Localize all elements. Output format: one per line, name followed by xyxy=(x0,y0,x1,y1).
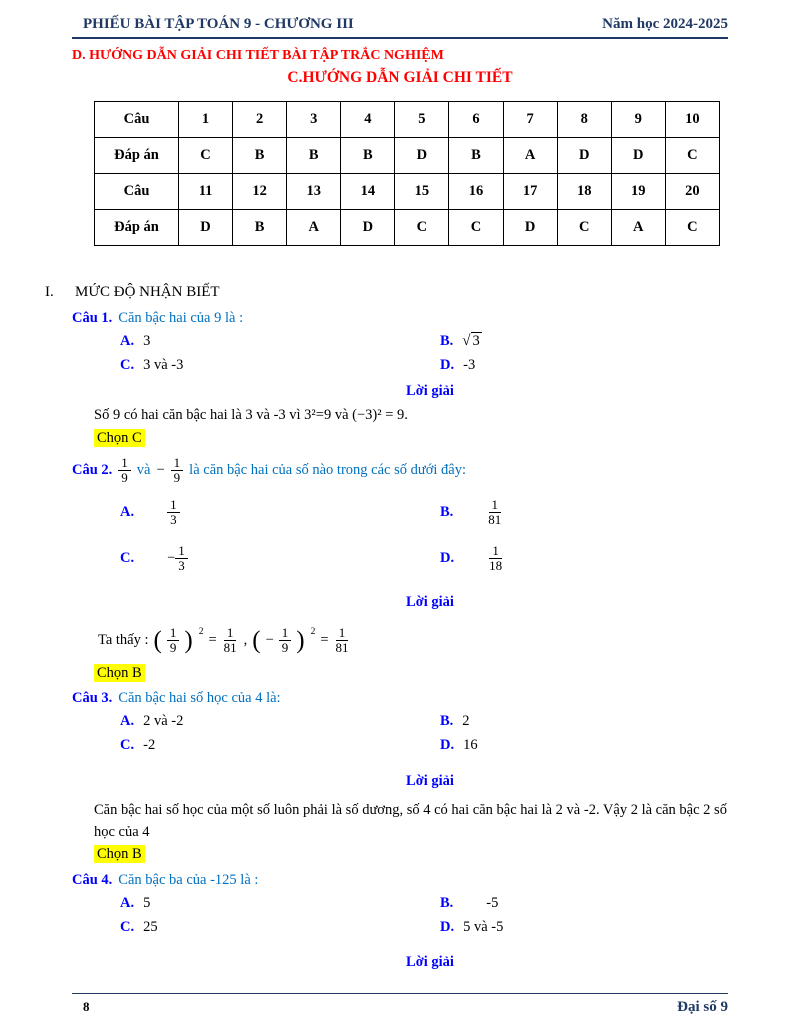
question-3-label: Câu 3. xyxy=(72,690,113,707)
table-cell: 4 xyxy=(341,102,395,138)
table-cell: 18 xyxy=(557,174,611,210)
option-d xyxy=(440,735,728,757)
fraction xyxy=(222,626,239,656)
fraction-denominator: 9 xyxy=(169,640,177,656)
question-1 xyxy=(72,301,728,447)
fraction-denominator: 3 xyxy=(178,558,185,574)
table-cell: D xyxy=(395,138,449,174)
close-paren: ) xyxy=(184,627,193,655)
option-b xyxy=(440,330,728,352)
solution-heading: Lời giải xyxy=(406,593,454,610)
option-c-value: -2 xyxy=(143,737,156,754)
question-3-text: Căn bậc hai số học của 4 là: xyxy=(118,690,281,707)
question-1-text: Căn bậc hai của 9 là : xyxy=(118,309,244,326)
fraction-denominator: 9 xyxy=(281,640,289,656)
question-3-header xyxy=(72,689,728,709)
table-cell: D xyxy=(179,210,233,246)
option-b xyxy=(440,892,728,914)
question-4-text: Căn bậc ba của -125 là : xyxy=(118,871,259,888)
question-2-options xyxy=(120,494,728,578)
equals-sign: = xyxy=(208,632,217,649)
option-d-label: D. xyxy=(440,356,455,373)
option-d-value: -3 xyxy=(463,356,476,373)
fraction-denominator: 81 xyxy=(223,640,237,656)
equals-sign: = xyxy=(320,632,329,649)
fraction-numerator: 1 xyxy=(224,626,237,642)
table-cell: D xyxy=(557,138,611,174)
table-cell: B xyxy=(287,138,341,174)
fraction-numerator: 1 xyxy=(175,544,188,560)
fraction-numerator: 1 xyxy=(336,626,349,642)
table-cell: D xyxy=(611,138,665,174)
table-row-answers-11-20 xyxy=(95,210,720,246)
fraction-denominator: 9 xyxy=(121,470,128,486)
option-a-value: 3 xyxy=(143,332,151,349)
separator-comma: , xyxy=(243,632,248,649)
question-2-chosen-answer xyxy=(94,665,728,682)
fraction xyxy=(334,626,351,656)
heading-detailed-solutions: C.HƯỚNG DẪN GIẢI CHI TIẾT xyxy=(287,69,513,86)
table-cell: 3 xyxy=(287,102,341,138)
open-paren: ( xyxy=(153,627,162,655)
fraction-denominator: 3 xyxy=(170,512,177,528)
option-b-label: B. xyxy=(440,332,454,349)
fraction xyxy=(175,544,188,574)
option-a xyxy=(120,892,440,914)
solution-heading: Lời giải xyxy=(406,383,454,399)
option-d xyxy=(440,540,728,578)
question-2-header xyxy=(72,454,728,488)
table-cell: 1 xyxy=(179,102,233,138)
minus-sign: − xyxy=(167,550,176,567)
row-label-cell: Câu xyxy=(95,174,179,210)
table-row-questions-11-20 xyxy=(95,174,720,210)
row-label-cell: Đáp án xyxy=(95,210,179,246)
question-2 xyxy=(72,447,728,682)
minus-sign: − xyxy=(265,632,274,649)
section-numeral: I. xyxy=(45,284,54,300)
footer-document-title: Đại số 9 xyxy=(677,999,728,1015)
option-b-value: 2 xyxy=(462,713,470,730)
fraction-numerator: 1 xyxy=(118,456,131,472)
option-b-value: -5 xyxy=(486,894,499,911)
table-cell: 12 xyxy=(233,174,287,210)
question-4-label: Câu 4. xyxy=(72,871,113,888)
question-1-header xyxy=(72,308,728,328)
option-b-label: B. xyxy=(440,894,454,911)
fraction-numerator: 1 xyxy=(167,626,180,642)
option-a-value: 5 xyxy=(143,894,151,911)
heading-answer-guide: D. HƯỚNG DẪN GIẢI CHI TIẾT BÀI TẬP TRẮC NGHIỆM xyxy=(72,48,444,63)
fraction xyxy=(486,498,503,528)
page-footer xyxy=(72,993,728,1016)
table-cell: B xyxy=(449,138,503,174)
fraction-numerator: 1 xyxy=(489,544,502,560)
option-a-value: 2 và -2 xyxy=(143,713,184,730)
table-cell: C xyxy=(665,210,719,246)
option-c xyxy=(120,540,440,578)
chosen-answer-highlight: Chọn B xyxy=(94,664,145,682)
chosen-answer-highlight: Chọn C xyxy=(94,429,145,447)
section-title: MỨC ĐỘ NHẬN BIẾT xyxy=(75,284,220,300)
option-a-label: A. xyxy=(120,332,135,349)
answer-key-table xyxy=(94,101,720,246)
radical-sign: √ xyxy=(462,332,471,349)
minus-sign: − xyxy=(156,462,165,479)
question-4 xyxy=(72,863,728,981)
option-d-label: D. xyxy=(440,737,455,754)
table-cell: 11 xyxy=(179,174,233,210)
question-3-solution: Căn bậc hai số học của một số luôn phải là số dương, số 4 có hai căn bậc hai là 2 và -2. Vậy 2 là căn bậc 2 số học của 4 xyxy=(94,801,727,840)
question-4-header xyxy=(72,870,728,890)
question-3 xyxy=(72,682,728,864)
question-4-options xyxy=(120,892,728,938)
header-title: PHIẾU BÀI TẬP TOÁN 9 - CHƯƠNG III xyxy=(83,16,354,32)
fraction xyxy=(279,626,292,656)
question-1-options xyxy=(120,330,728,376)
radicand: 3 xyxy=(472,332,480,349)
table-cell: 14 xyxy=(341,174,395,210)
option-b-label: B. xyxy=(440,504,454,521)
solution-heading: Lời giải xyxy=(406,772,454,789)
question-3-chosen-answer xyxy=(94,846,728,863)
option-a-label: A. xyxy=(120,504,135,521)
option-c-label: C. xyxy=(120,550,135,567)
row-label-cell: Đáp án xyxy=(95,138,179,174)
table-cell: A xyxy=(287,210,341,246)
table-cell: A xyxy=(503,138,557,174)
table-cell: C xyxy=(557,210,611,246)
page-number: 8 xyxy=(83,999,90,1014)
question-2-solution xyxy=(98,626,728,656)
fraction-numerator: 1 xyxy=(489,498,502,514)
solution-intro: Ta thấy : xyxy=(98,632,149,649)
solution-heading: Lời giải xyxy=(406,954,454,971)
table-cell: 2 xyxy=(233,102,287,138)
exponent: 2 xyxy=(310,626,316,637)
fraction xyxy=(167,498,180,528)
fraction-numerator: 1 xyxy=(279,626,292,642)
exponent: 2 xyxy=(198,626,204,637)
close-paren: ) xyxy=(296,627,305,655)
option-b-label: B. xyxy=(440,713,454,730)
chosen-answer-highlight: Chọn B xyxy=(94,845,145,863)
question-1-solution: Số 9 có hai căn bậc hai là 3 và -3 vì 3²=9 và (−3)² = 9. xyxy=(94,407,408,423)
fraction-denominator: 18 xyxy=(489,558,503,574)
table-cell: 9 xyxy=(611,102,665,138)
fraction xyxy=(171,456,184,486)
page-header xyxy=(72,16,728,39)
table-cell: 7 xyxy=(503,102,557,138)
table-cell: B xyxy=(341,138,395,174)
fraction-numerator: 1 xyxy=(167,498,180,514)
table-cell: A xyxy=(611,210,665,246)
option-c-value: 3 và -3 xyxy=(143,356,184,373)
option-a xyxy=(120,330,440,352)
table-cell: 19 xyxy=(611,174,665,210)
option-d xyxy=(440,354,728,376)
table-cell: 8 xyxy=(557,102,611,138)
option-a xyxy=(120,494,440,532)
table-cell: B xyxy=(233,138,287,174)
option-c xyxy=(120,916,440,938)
option-b-value xyxy=(462,333,481,350)
table-cell: C xyxy=(179,138,233,174)
question-2-text-mid: và xyxy=(136,462,151,479)
question-1-chosen-answer xyxy=(94,430,728,447)
table-cell: 20 xyxy=(665,174,719,210)
option-b xyxy=(440,494,728,532)
open-paren: ( xyxy=(252,627,261,655)
option-c-label: C. xyxy=(120,737,135,754)
option-d-label: D. xyxy=(440,918,455,935)
option-a xyxy=(120,711,440,733)
fraction-denominator: 81 xyxy=(488,512,502,528)
table-cell: B xyxy=(233,210,287,246)
option-c xyxy=(120,735,440,757)
table-cell: D xyxy=(341,210,395,246)
option-c-label: C. xyxy=(120,356,135,373)
table-cell: D xyxy=(503,210,557,246)
table-cell: 10 xyxy=(665,102,719,138)
option-d xyxy=(440,916,728,938)
question-1-label: Câu 1. xyxy=(72,309,113,326)
row-label-cell: Câu xyxy=(95,102,179,138)
table-cell: 13 xyxy=(287,174,341,210)
fraction xyxy=(167,626,180,656)
fraction xyxy=(487,544,504,574)
table-cell: C xyxy=(449,210,503,246)
option-d-value: 16 xyxy=(463,737,478,754)
table-cell: 5 xyxy=(395,102,449,138)
table-cell: 6 xyxy=(449,102,503,138)
option-d-value: 5 và -5 xyxy=(463,918,504,935)
table-row-questions-1-10 xyxy=(95,102,720,138)
table-row-answers-1-10 xyxy=(95,138,720,174)
table-cell: 17 xyxy=(503,174,557,210)
option-b xyxy=(440,711,728,733)
option-c xyxy=(120,354,440,376)
section-heading xyxy=(45,284,728,301)
question-3-options xyxy=(120,711,728,757)
option-a-label: A. xyxy=(120,894,135,911)
header-school-year: Năm học 2024-2025 xyxy=(602,16,728,32)
table-cell: 15 xyxy=(395,174,449,210)
fraction xyxy=(118,456,131,486)
question-2-text: là căn bậc hai của số nào trong các số dưới đây: xyxy=(189,462,466,479)
option-c-value: 25 xyxy=(143,918,158,935)
fraction-numerator: 1 xyxy=(171,456,184,472)
option-a-label: A. xyxy=(120,713,135,730)
fraction-denominator: 81 xyxy=(335,640,349,656)
question-2-label: Câu 2. xyxy=(72,462,113,479)
option-d-label: D. xyxy=(440,550,455,567)
table-cell: 16 xyxy=(449,174,503,210)
table-cell: C xyxy=(665,138,719,174)
option-c-label: C. xyxy=(120,918,135,935)
table-cell: C xyxy=(395,210,449,246)
fraction-denominator: 9 xyxy=(173,470,181,486)
